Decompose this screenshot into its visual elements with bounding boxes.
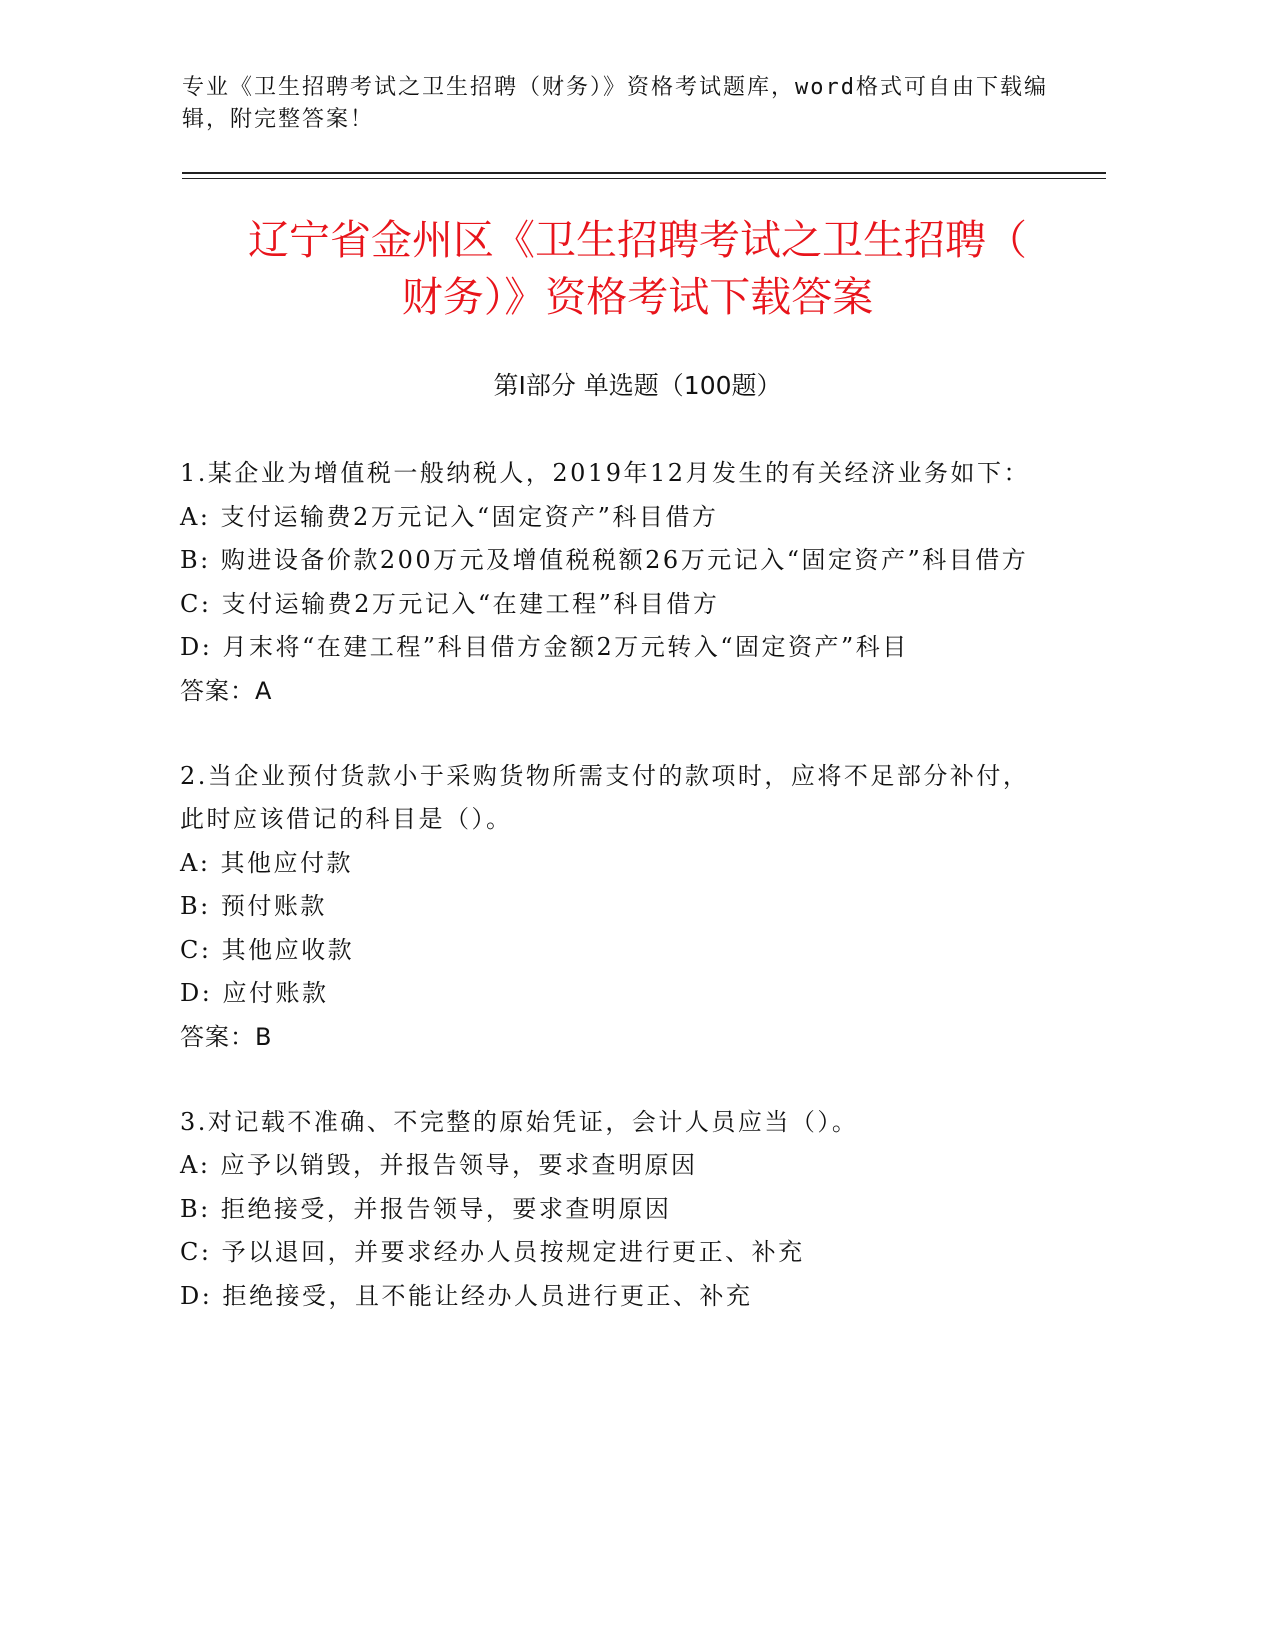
option-a: A: 应予以销毁，并报告领导，要求查明原因 bbox=[180, 1151, 698, 1179]
option-c: C: 其他应收款 bbox=[180, 935, 355, 964]
question-stem: 3.对记载不准确、不完整的原始凭证，会计人员应当（）。 bbox=[180, 1107, 859, 1136]
option-b: B: 购进设备价款200万元及增值税税额26万元记入“固定资产”科目借方 bbox=[180, 546, 1029, 574]
header-divider-thick bbox=[182, 172, 1106, 174]
answer: 答案：B bbox=[180, 1022, 273, 1051]
option-b: B: 预付账款 bbox=[180, 892, 327, 920]
option-a: A: 支付运输费2万元记入“固定资产”科目借方 bbox=[180, 502, 719, 531]
option-d: D: 应付账款 bbox=[180, 979, 329, 1007]
title-line-2: 财务）》资格考试下载答案 bbox=[401, 273, 874, 321]
option-a: A: 其他应付款 bbox=[180, 848, 354, 877]
option-c: C: 支付运输费2万元记入“在建工程”科目借方 bbox=[180, 589, 720, 618]
title-line-1: 辽宁省金州区《卫生招聘考试之卫生招聘（ bbox=[248, 216, 1027, 264]
question-stem: 1.某企业为增值税一般纳税人，2019年12月发生的有关经济业务如下： bbox=[180, 459, 1031, 487]
question-stem: 2.当企业预付货款小于采购货物所需支付的款项时，应将不足部分补付，此时应该借记的科目是（）。 bbox=[180, 761, 1030, 833]
header-note: 专业《卫生招聘考试之卫生招聘（财务）》资格考试题库，word格式可自由下载编辑，附完整答案！ bbox=[182, 75, 1048, 132]
option-c: C: 予以退回，并要求经办人员按规定进行更正、补充 bbox=[180, 1238, 805, 1266]
option-d: D: 拒绝接受，且不能让经办人员进行更正、补充 bbox=[180, 1281, 753, 1310]
question-list bbox=[180, 452, 1050, 1360]
option-b: B: 拒绝接受，并报告领导，要求查明原因 bbox=[180, 1194, 672, 1223]
section-title: 第Ⅰ部分 单选题（100题） bbox=[493, 371, 782, 400]
question-1 bbox=[180, 452, 1050, 713]
question-2 bbox=[180, 755, 1050, 1059]
option-d: D: 月末将“在建工程”科目借方金额2万元转入“固定资产”科目 bbox=[180, 633, 909, 661]
header-divider-thin bbox=[182, 178, 1106, 179]
answer: 答案：A bbox=[180, 676, 273, 705]
question-3 bbox=[180, 1101, 1050, 1319]
document-title bbox=[150, 212, 1125, 326]
